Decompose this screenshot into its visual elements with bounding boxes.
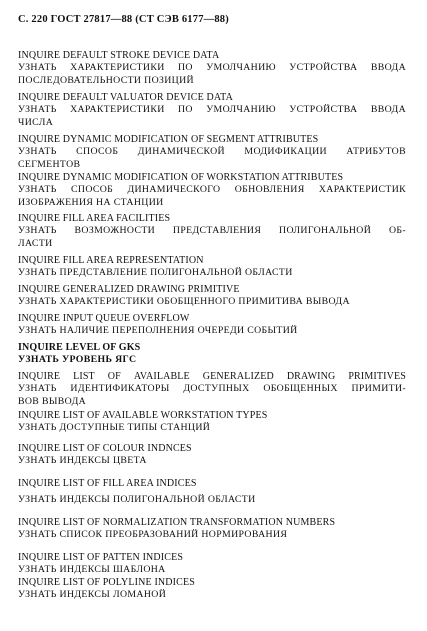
- entry-russian-term: УЗНАТЬ ИНДЕКСЫ ЦВЕТА: [18, 455, 147, 467]
- glossary-entry: [18, 313, 406, 338]
- entry-russian-term: УЗНАТЬ ИДЕНТИФИКАТОРЫ ДОСТУПНЫХ ОБОБЩЕННЫХ ПРИМИТИ-: [18, 383, 406, 395]
- entry-russian-term: УЗНАТЬ ВОЗМОЖНОСТИ ПРЕДСТАВЛЕНИЯ ПОЛИГОНАЛЬНОЙ ОБ-: [18, 225, 406, 237]
- entry-russian-term: УЗНАТЬ ИНДЕКСЫ ПОЛИГОНАЛЬНОЙ ОБЛАСТИ: [18, 494, 256, 506]
- entry-english-term: INQUIRE LIST OF FILL AREA INDICES: [18, 478, 197, 489]
- entry-russian-term: УЗНАТЬ СПИСОК ПРЕОБРАЗОВАНИЙ НОРМИРОВАНИЯ: [18, 529, 288, 541]
- glossary-entry: [18, 342, 406, 367]
- entry-english-term: INQUIRE LIST OF AVAILABLE WORKSTATION TYPES: [18, 410, 268, 421]
- entry-english-term: INQUIRE LIST OF POLYLINE INDICES: [18, 577, 195, 588]
- entry-russian-term-continued: ЛАСТИ: [18, 237, 53, 249]
- glossary-entry: [18, 443, 406, 468]
- entry-english-term: INQUIRE LIST OF NORMALIZATION TRANSFORMATION NUMBERS: [18, 517, 336, 528]
- entry-english-term: INQUIRE INPUT QUEUE OVERFLOW: [18, 313, 190, 324]
- entry-english-term: INQUIRE DYNAMIC MODIFICATION OF SEGMENT ATTRIBUTES: [18, 134, 319, 145]
- entry-russian-term: УЗНАТЬ ХАРАКТЕРИСТИКИ ПО УМОЛЧАНИЮ УСТРОЙСТВА ВВОДА: [18, 104, 406, 116]
- entry-english-term: INQUIRE DEFAULT VALUATOR DEVICE DATA: [18, 92, 233, 103]
- glossary-entry: [18, 577, 406, 602]
- entry-russian-term-continued: СЕГМЕНТОВ: [18, 158, 81, 170]
- entry-russian-term: УЗНАТЬ ХАРАКТЕРИСТИКИ ПО УМОЛЧАНИЮ УСТРОЙСТВА ВВОДА: [18, 62, 406, 74]
- glossary-entry: [18, 255, 406, 280]
- entry-russian-term: УЗНАТЬ УРОВЕНЬ ЯГС: [18, 354, 137, 366]
- entry-russian-term-continued: ИЗОБРАЖЕНИЯ НА СТАНЦИИ: [18, 196, 164, 208]
- glossary-entry: [18, 92, 406, 129]
- entry-english-term: INQUIRE LIST OF AVAILABLE GENERALIZED DRAWING PRIMITIVES: [18, 371, 406, 382]
- entry-russian-term: УЗНАТЬ ДОСТУПНЫЕ ТИПЫ СТАНЦИЙ: [18, 422, 211, 434]
- entry-russian-term: УЗНАТЬ ИНДЕКСЫ ШАБЛОНА: [18, 564, 166, 576]
- glossary-entry: [18, 50, 406, 87]
- entry-english-term: INQUIRE FILL AREA FACILITIES: [18, 213, 171, 224]
- glossary-entry: [18, 213, 406, 250]
- entry-russian-term: УЗНАТЬ ПРЕДСТАВЛЕНИЕ ПОЛИГОНАЛЬНОЙ ОБЛАСТИ: [18, 267, 293, 279]
- entry-english-term: INQUIRE DEFAULT STROKE DEVICE DATA: [18, 50, 220, 61]
- entry-russian-term: УЗНАТЬ ХАРАКТЕРИСТИКИ ОБОБЩЕННОГО ПРИМИТИВА ВЫВОДА: [18, 296, 350, 308]
- glossary-entry: [18, 517, 406, 542]
- entry-russian-term-continued: ЧИСЛА: [18, 116, 54, 128]
- glossary-entry: [18, 284, 406, 309]
- glossary-entry: [18, 552, 406, 577]
- entry-russian-term: УЗНАТЬ НАЛИЧИЕ ПЕРЕПОЛНЕНИЯ ОЧЕРЕДИ СОБЫТИЙ: [18, 325, 298, 337]
- glossary-entry: [18, 410, 406, 435]
- entry-english-term: INQUIRE FILL AREA REPRESENTATION: [18, 255, 204, 266]
- page-header: С. 220 ГОСТ 27817—88 (СТ СЭВ 6177—88): [18, 14, 229, 25]
- entry-english-term: INQUIRE LIST OF COLOUR INDNCES: [18, 443, 192, 454]
- glossary-entry: [18, 172, 406, 209]
- entry-english-term: INQUIRE LIST OF PATTEN INDICES: [18, 552, 184, 563]
- glossary-entry: [18, 371, 406, 408]
- entry-russian-term-continued: ВОВ ВЫВОДА: [18, 395, 87, 407]
- glossary-entry: [18, 134, 406, 171]
- glossary-entry: [18, 478, 406, 507]
- entry-russian-term: УЗНАТЬ СПОСОБ ДИНАМИЧЕСКОГО ОБНОВЛЕНИЯ ХАРАКТЕРИСТИК: [18, 184, 406, 196]
- entry-english-term: INQUIRE DYNAMIC MODIFICATION OF WORKSTATION ATTRIBUTES: [18, 172, 344, 183]
- entry-english-term: INQUIRE GENERALIZED DRAWING PRIMITIVE: [18, 284, 240, 295]
- entry-russian-term: УЗНАТЬ ИНДЕКСЫ ЛОМАНОЙ: [18, 589, 167, 601]
- entry-russian-term-continued: ПОСЛЕДОВАТЕЛЬНОСТИ ПОЗИЦИЙ: [18, 74, 194, 86]
- entry-russian-term: УЗНАТЬ СПОСОБ ДИНАМИЧЕСКОЙ МОДИФИКАЦИИ АТРИБУТОВ: [18, 146, 406, 158]
- entry-english-term: INQUIRE LEVEL OF GKS: [18, 342, 141, 353]
